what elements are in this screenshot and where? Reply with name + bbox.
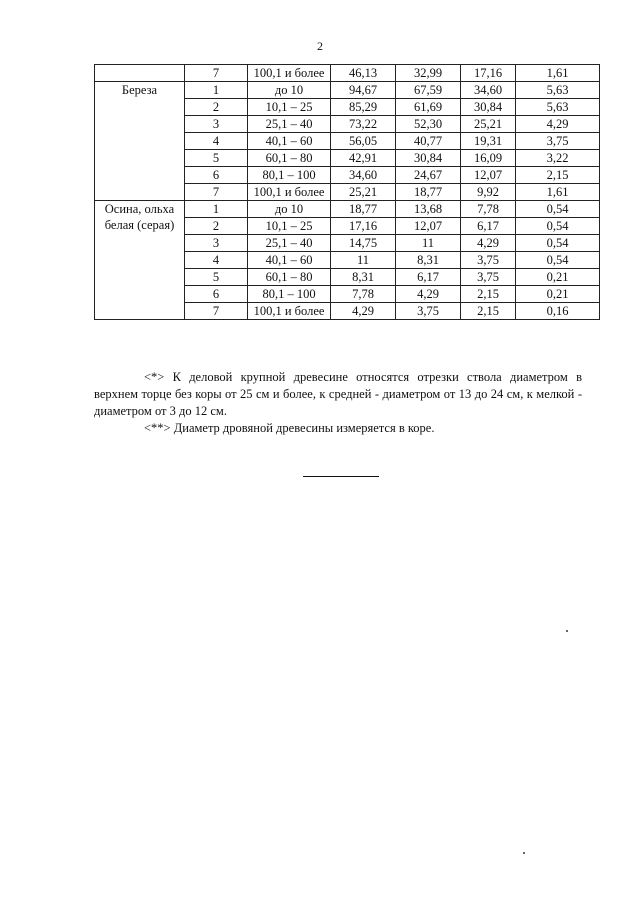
cell-v4: 0,54 bbox=[516, 252, 600, 269]
footnote-1: <*> К деловой крупной древесине относятся отрезки ствола диаметром в верхнем торце без коры от 25 см и более, к средней - диаметром от 13 до 24 см, к мелкой - диаметром от 3 до 12 см. bbox=[94, 370, 582, 418]
cell-diam: 10,1 – 25 bbox=[248, 218, 331, 235]
cell-v3: 9,92 bbox=[461, 184, 516, 201]
cell-diam: 100,1 и более bbox=[248, 65, 331, 82]
cell-cls: 4 bbox=[185, 133, 248, 150]
cell-diam: 10,1 – 25 bbox=[248, 99, 331, 116]
cell-v2: 24,67 bbox=[396, 167, 461, 184]
cell-cls: 3 bbox=[185, 235, 248, 252]
cell-v4: 0,54 bbox=[516, 218, 600, 235]
cell-v2: 3,75 bbox=[396, 303, 461, 320]
cell-cls: 7 bbox=[185, 303, 248, 320]
cell-diam: 100,1 и более bbox=[248, 184, 331, 201]
cell-v4: 5,63 bbox=[516, 99, 600, 116]
cell-v1: 17,16 bbox=[331, 218, 396, 235]
footnote-2: <**> Диаметр дровяной древесины измеряется в коре. bbox=[144, 421, 435, 435]
cell-v2: 30,84 bbox=[396, 150, 461, 167]
table-row bbox=[95, 65, 600, 82]
cell-cls: 3 bbox=[185, 116, 248, 133]
cell-v3: 19,31 bbox=[461, 133, 516, 150]
cell-v1: 7,78 bbox=[331, 286, 396, 303]
cell-v3: 4,29 bbox=[461, 235, 516, 252]
cell-v2: 12,07 bbox=[396, 218, 461, 235]
cell-v4: 0,54 bbox=[516, 235, 600, 252]
cell-v3: 16,09 bbox=[461, 150, 516, 167]
cell-v1: 85,29 bbox=[331, 99, 396, 116]
table-row bbox=[95, 82, 600, 99]
cell-v1: 42,91 bbox=[331, 150, 396, 167]
cell-v1: 94,67 bbox=[331, 82, 396, 99]
volume-table bbox=[94, 64, 600, 320]
cell-v4: 1,61 bbox=[516, 65, 600, 82]
cell-v2: 8,31 bbox=[396, 252, 461, 269]
cell-v4: 2,15 bbox=[516, 167, 600, 184]
cell-v3: 30,84 bbox=[461, 99, 516, 116]
scan-speck bbox=[566, 630, 568, 632]
cell-diam: 80,1 – 100 bbox=[248, 286, 331, 303]
cell-v1: 14,75 bbox=[331, 235, 396, 252]
species-cell: Осина, ольха белая (серая) bbox=[95, 201, 185, 320]
cell-diam: 60,1 – 80 bbox=[248, 269, 331, 286]
cell-v1: 34,60 bbox=[331, 167, 396, 184]
cell-cls: 2 bbox=[185, 218, 248, 235]
footnotes bbox=[94, 369, 582, 437]
cell-v4: 0,21 bbox=[516, 286, 600, 303]
cell-v3: 7,78 bbox=[461, 201, 516, 218]
cell-v4: 0,16 bbox=[516, 303, 600, 320]
scan-speck bbox=[523, 852, 525, 854]
cell-v1: 18,77 bbox=[331, 201, 396, 218]
cell-cls: 2 bbox=[185, 99, 248, 116]
cell-cls: 5 bbox=[185, 150, 248, 167]
cell-v4: 3,22 bbox=[516, 150, 600, 167]
cell-v2: 40,77 bbox=[396, 133, 461, 150]
cell-v2: 4,29 bbox=[396, 286, 461, 303]
cell-v2: 18,77 bbox=[396, 184, 461, 201]
cell-diam: 60,1 – 80 bbox=[248, 150, 331, 167]
cell-v4: 1,61 bbox=[516, 184, 600, 201]
cell-v3: 12,07 bbox=[461, 167, 516, 184]
cell-v3: 25,21 bbox=[461, 116, 516, 133]
table-row bbox=[95, 201, 600, 218]
cell-v2: 11 bbox=[396, 235, 461, 252]
cell-cls: 7 bbox=[185, 65, 248, 82]
cell-v2: 52,30 bbox=[396, 116, 461, 133]
cell-diam: до 10 bbox=[248, 82, 331, 99]
cell-cls: 1 bbox=[185, 82, 248, 99]
cell-v1: 25,21 bbox=[331, 184, 396, 201]
cell-v2: 61,69 bbox=[396, 99, 461, 116]
cell-diam: 100,1 и более bbox=[248, 303, 331, 320]
cell-v2: 6,17 bbox=[396, 269, 461, 286]
species-cell bbox=[95, 65, 185, 82]
cell-v4: 0,54 bbox=[516, 201, 600, 218]
cell-v1: 8,31 bbox=[331, 269, 396, 286]
cell-v4: 3,75 bbox=[516, 133, 600, 150]
cell-v3: 17,16 bbox=[461, 65, 516, 82]
species-cell: Береза bbox=[95, 82, 185, 201]
cell-v3: 2,15 bbox=[461, 303, 516, 320]
cell-diam: 25,1 – 40 bbox=[248, 116, 331, 133]
cell-diam: 80,1 – 100 bbox=[248, 167, 331, 184]
cell-diam: 25,1 – 40 bbox=[248, 235, 331, 252]
cell-cls: 7 bbox=[185, 184, 248, 201]
cell-v1: 11 bbox=[331, 252, 396, 269]
end-rule bbox=[303, 476, 379, 477]
cell-v1: 4,29 bbox=[331, 303, 396, 320]
cell-cls: 5 bbox=[185, 269, 248, 286]
cell-v2: 32,99 bbox=[396, 65, 461, 82]
cell-v3: 34,60 bbox=[461, 82, 516, 99]
cell-cls: 4 bbox=[185, 252, 248, 269]
cell-cls: 6 bbox=[185, 167, 248, 184]
cell-v3: 3,75 bbox=[461, 252, 516, 269]
cell-diam: 40,1 – 60 bbox=[248, 252, 331, 269]
cell-v3: 2,15 bbox=[461, 286, 516, 303]
cell-v3: 6,17 bbox=[461, 218, 516, 235]
cell-v4: 4,29 bbox=[516, 116, 600, 133]
cell-v4: 0,21 bbox=[516, 269, 600, 286]
cell-v3: 3,75 bbox=[461, 269, 516, 286]
cell-v2: 13,68 bbox=[396, 201, 461, 218]
cell-v1: 56,05 bbox=[331, 133, 396, 150]
cell-v1: 73,22 bbox=[331, 116, 396, 133]
cell-v2: 67,59 bbox=[396, 82, 461, 99]
cell-v1: 46,13 bbox=[331, 65, 396, 82]
cell-cls: 1 bbox=[185, 201, 248, 218]
page-number: 2 bbox=[317, 39, 323, 53]
cell-diam: 40,1 – 60 bbox=[248, 133, 331, 150]
cell-v4: 5,63 bbox=[516, 82, 600, 99]
cell-cls: 6 bbox=[185, 286, 248, 303]
cell-diam: до 10 bbox=[248, 201, 331, 218]
